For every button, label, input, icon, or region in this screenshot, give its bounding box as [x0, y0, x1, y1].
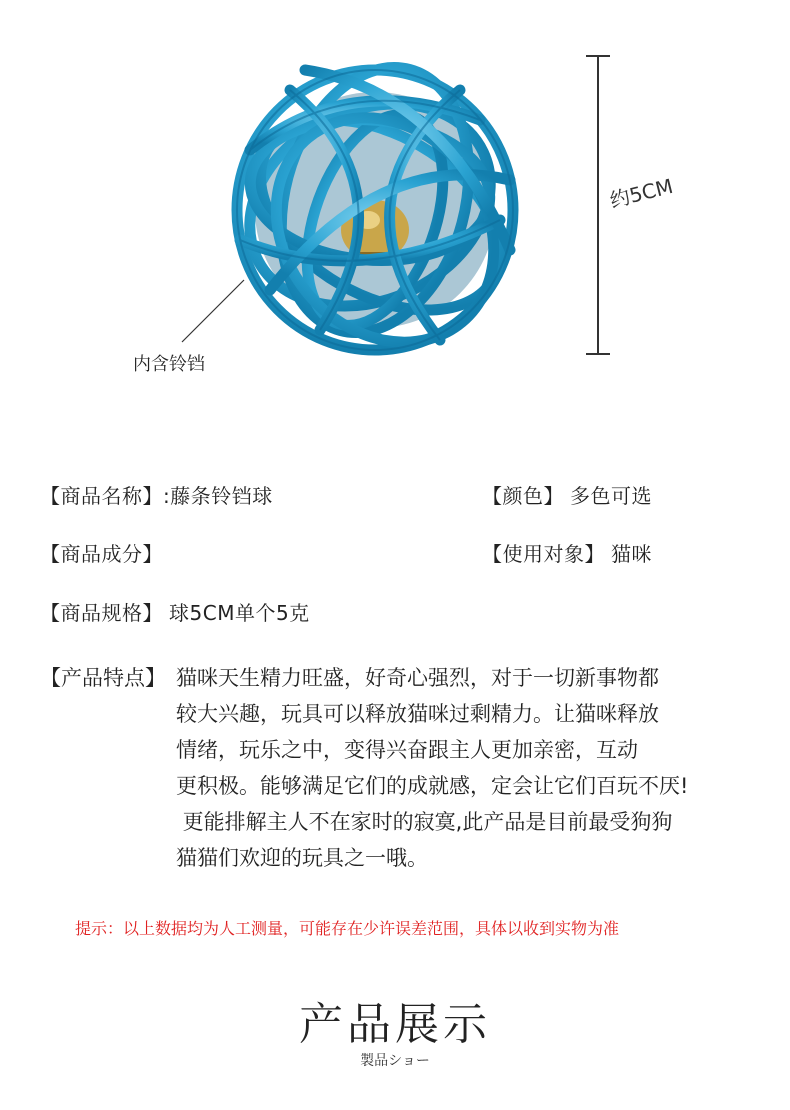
bell-callout-label: 内含铃铛: [133, 354, 205, 375]
features-line: 更能排解主人不在家时的寂寞,此产品是目前最受狗狗: [176, 810, 673, 834]
spec-color-value: 多色可选: [570, 484, 652, 508]
features-line: 猫猫们欢迎的玩具之一哦。: [176, 846, 428, 870]
features-text: [176, 660, 790, 876]
features-line: 较大兴趣，玩具可以释放猫咪过剩精力。让猫咪释放: [176, 702, 659, 726]
spec-size: [40, 597, 310, 626]
spec-material: [40, 538, 163, 567]
spec-material-key: 【商品成分】: [40, 542, 163, 566]
features-line: 更积极。能够满足它们的成就感，定会让它们百玩不厌!: [176, 774, 689, 798]
section-subtitle: 製品ショー: [360, 1053, 430, 1069]
spec-size-value: 球5CM单个5克: [169, 601, 310, 625]
spec-product-name-key: 【商品名称】: [40, 484, 163, 508]
spec-product-name-value: :藤条铃铛球: [163, 484, 273, 508]
features-key: 【产品特点】: [40, 666, 166, 690]
dimension-label: 约5CM: [607, 173, 676, 213]
spec-target: [482, 538, 652, 567]
spec-target-key: 【使用对象】: [482, 542, 605, 566]
features-line: 情绪，玩乐之中，变得兴奋跟主人更加亲密，互动: [176, 738, 638, 762]
spec-product-name: [40, 480, 273, 509]
spec-color-key: 【颜色】: [482, 484, 564, 508]
dimension-marker: [586, 55, 610, 355]
measurement-notice: 提示：以上数据均为人工测量，可能存在少许误差范围，具体以收到实物为准: [75, 919, 620, 938]
section-title: 产品展示: [299, 999, 491, 1050]
spec-target-value: 猫咪: [611, 542, 652, 566]
dimension-line: [597, 55, 599, 355]
features-line: 猫咪天生精力旺盛，好奇心强烈，对于一切新事物都: [176, 666, 659, 690]
spec-color: [482, 480, 652, 509]
dimension-cap-bottom: [586, 353, 610, 355]
spec-size-key: 【商品规格】: [40, 601, 163, 625]
